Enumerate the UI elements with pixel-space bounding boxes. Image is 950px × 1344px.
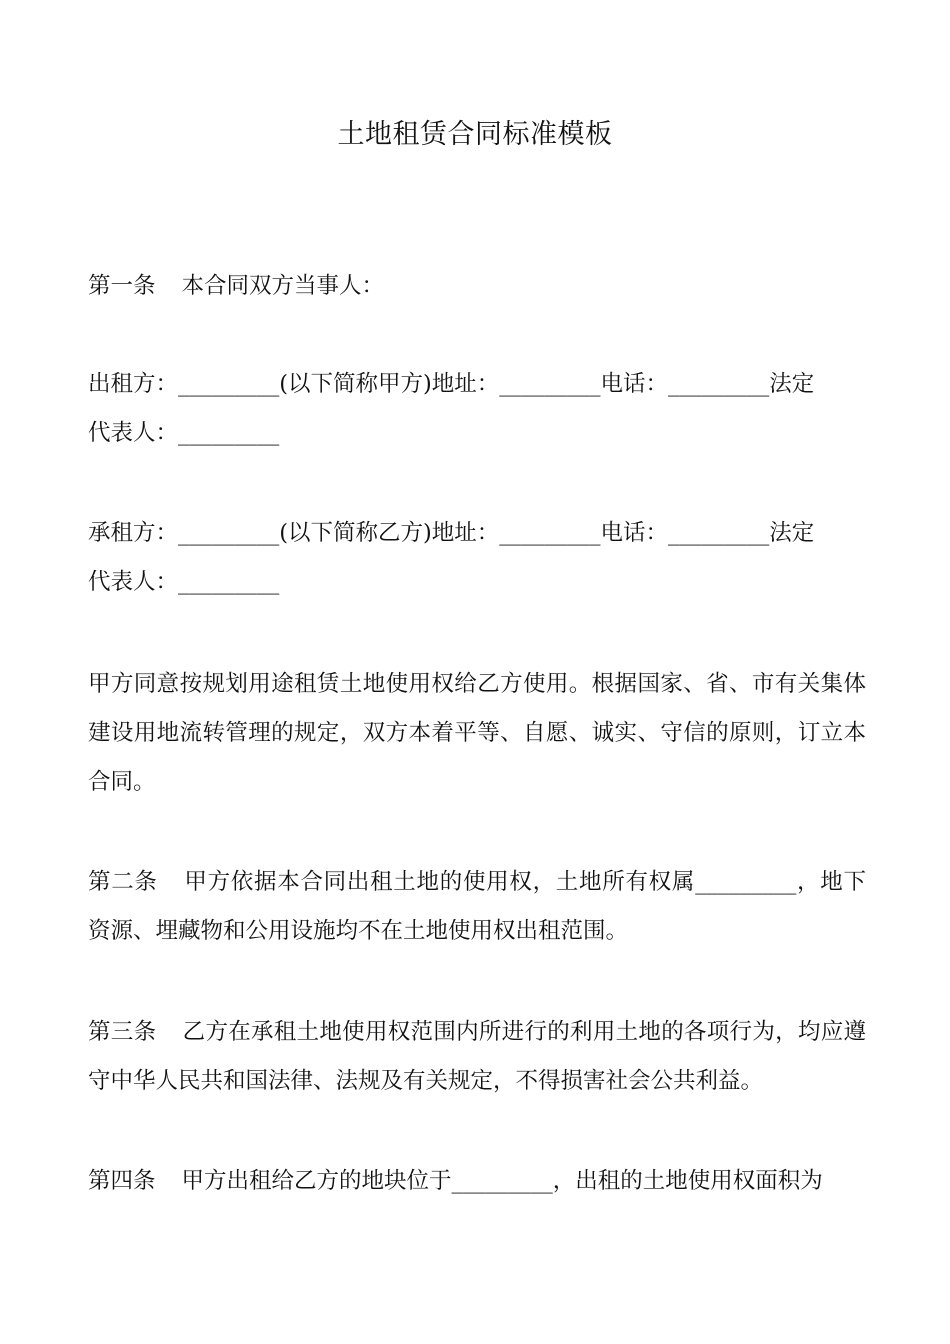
article-2-text: 甲方依据本合同出租土地的使用权，土地所有权属_________，地下资源、埋藏物和公用设施均不在土地使用权出租范围。	[88, 869, 866, 944]
article-3	[88, 1008, 866, 1106]
article-4-heading: 第四条	[88, 1168, 156, 1194]
lessee-line-1: 承租方：_________(以下简称乙方)地址：_________电话：_________法定	[88, 520, 815, 546]
lessor-line-2: 代表人：_________	[88, 420, 280, 446]
preamble-paragraph: 甲方同意按规划用途租赁土地使用权给乙方使用。根据国家、省、市有关集体建设用地流转管理的规定，双方本着平等、自愿、诚实、守信的原则，订立本合同。	[88, 671, 866, 795]
lessee-line-2: 代表人：_________	[88, 569, 280, 595]
article-3-text: 乙方在承租土地使用权范围内所进行的利用土地的各项行为，均应遵守中华人民共和国法律、法规及有关规定，不得损害社会公共利益。	[88, 1019, 866, 1094]
article-1	[88, 262, 866, 311]
article-4-text: 甲方出租给乙方的地块位于_________，出租的土地使用权面积为	[181, 1168, 823, 1194]
article-1-heading: 第一条	[88, 273, 156, 299]
article-2	[88, 858, 866, 956]
article-3-heading: 第三条	[88, 1019, 157, 1045]
lessee-info	[88, 509, 866, 607]
document-title: 土地租赁合同标准模板	[337, 119, 613, 150]
article-2-heading: 第二条	[88, 869, 158, 895]
article-1-text: 本合同双方当事人：	[181, 273, 385, 299]
lessor-info	[88, 360, 866, 458]
article-4	[88, 1157, 866, 1206]
lessor-line-1: 出租方：_________(以下简称甲方)地址：_________电话：_________法定	[88, 371, 815, 397]
